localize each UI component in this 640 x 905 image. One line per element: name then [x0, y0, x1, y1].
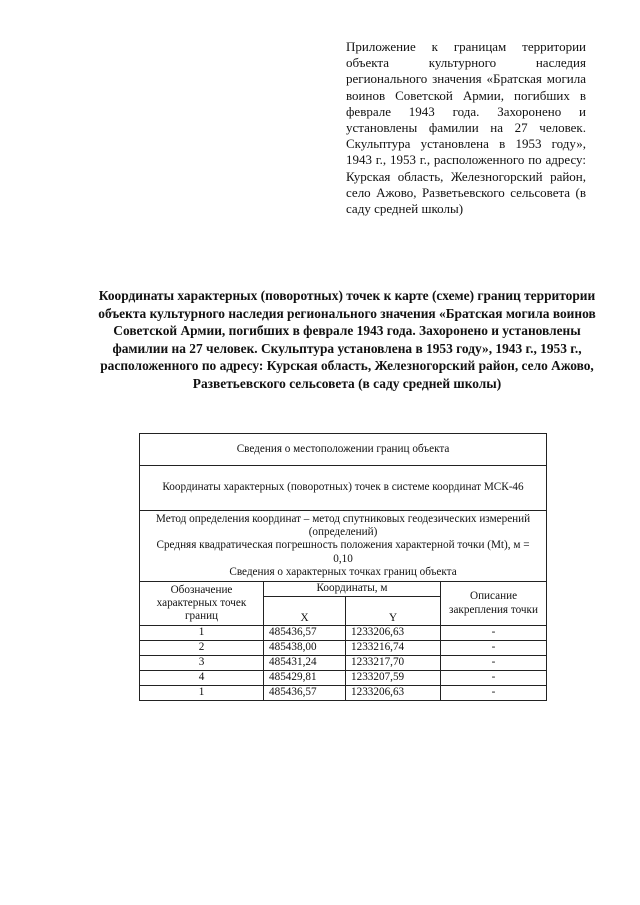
- y-value: 1233216,74: [346, 641, 441, 656]
- table-row: [140, 671, 547, 686]
- x-header: X: [264, 597, 346, 626]
- appendix-note: [346, 39, 586, 217]
- description-value: -: [441, 641, 547, 656]
- designation-header: Обозначение характерных точек границ: [140, 582, 264, 626]
- table-row: [140, 641, 547, 656]
- point-number: 1: [140, 626, 264, 641]
- accuracy-text: Средняя квадратическая погрешность положения характерной точки (Mt), м = 0,10: [156, 539, 530, 565]
- point-number: 1: [140, 686, 264, 701]
- y-value: 1233206,63: [346, 686, 441, 701]
- x-value: 485438,00: [264, 641, 346, 656]
- y-value: 1233217,70: [346, 656, 441, 671]
- y-value: 1233207,59: [346, 671, 441, 686]
- description-value: -: [441, 656, 547, 671]
- y-value: 1233206,63: [346, 626, 441, 641]
- method-cell: [140, 511, 547, 582]
- x-value: 485436,57: [264, 626, 346, 641]
- document-title: [92, 287, 602, 393]
- coordinates-table: [139, 433, 547, 701]
- x-value: 485431,24: [264, 656, 346, 671]
- coords-header: Координаты, м: [264, 582, 441, 597]
- y-header: Y: [346, 597, 441, 626]
- table-row: [140, 626, 547, 641]
- location-header-cell: Сведения о местоположении границ объекта: [140, 434, 547, 466]
- point-number: 4: [140, 671, 264, 686]
- column-header-row: [140, 582, 547, 597]
- document-title-text: Координаты характерных (поворотных) точек к карте (схеме) границ территории объекта культурного наследия регионального значения «Братская могила воинов Советской Армии, погибших в феврале 1943 года. Захоронено и установлены фамилии на 27 человек. Скульптура установлена в 1953 году», 1943 г., 1953 г., расположенного по адресу: Курская область, Железногорский район, село Ажово, Разветьевского сельсовета (в саду средней школы): [98, 288, 596, 391]
- method-row: [140, 511, 547, 582]
- description-value: -: [441, 671, 547, 686]
- x-value: 485436,57: [264, 686, 346, 701]
- coord-system-cell: Координаты характерных (поворотных) точек в системе координат МСК-46: [140, 466, 547, 511]
- coord-system-row: [140, 466, 547, 511]
- points-header-text: Сведения о характерных точках границ объекта: [229, 565, 457, 578]
- description-header: Описание закрепления точки: [441, 582, 547, 626]
- table-row: [140, 656, 547, 671]
- description-value: -: [441, 626, 547, 641]
- point-number: 2: [140, 641, 264, 656]
- table-row: [140, 686, 547, 701]
- location-header-row: [140, 434, 547, 466]
- method-text: Метод определения координат – метод спутниковых геодезических измерений (определений): [155, 513, 531, 539]
- appendix-text: Приложение к границам территории объекта культурного наследия регионального значения «Братская могила воинов Советской Армии, погибших в феврале 1943 года. Захоронено и установлены фамилии на 27 человек. Скульптура установлена в 1953 году», 1943 г., 1953 г., расположенного по адресу: Курская область, Железногорский район, село Ажово, Разветьевского сельсовета (в саду средней школы): [346, 39, 586, 217]
- description-value: -: [441, 686, 547, 701]
- point-number: 3: [140, 656, 264, 671]
- x-value: 485429,81: [264, 671, 346, 686]
